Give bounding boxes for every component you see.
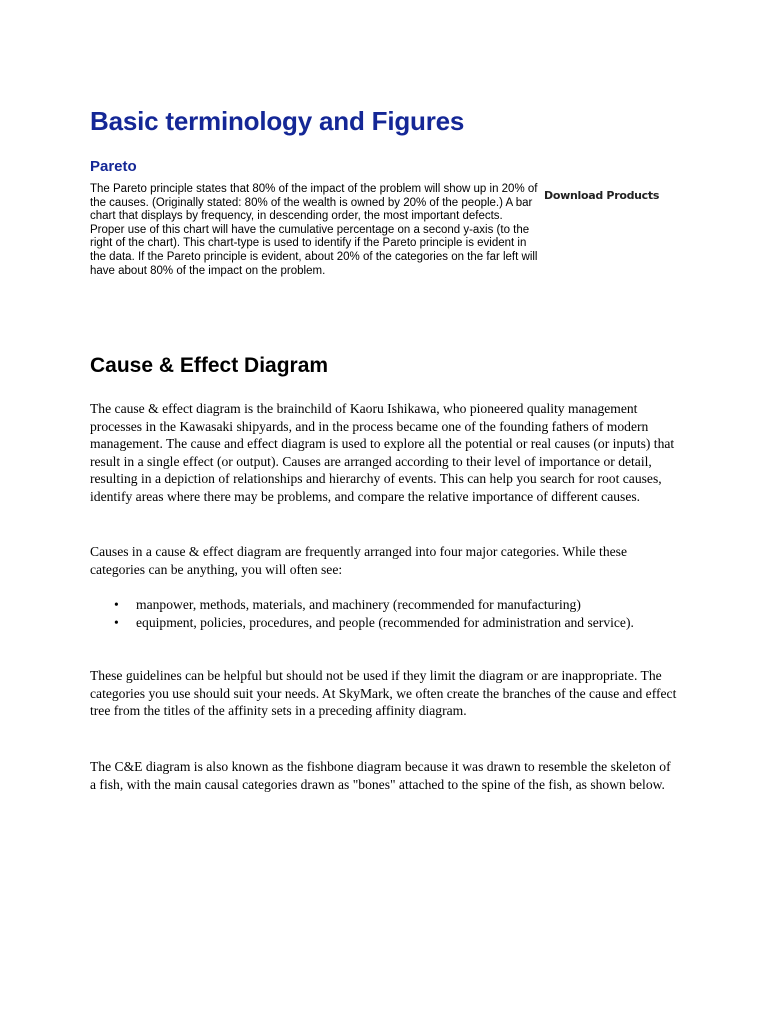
- pareto-heading: Pareto: [90, 158, 137, 175]
- cause-effect-paragraph-3: These guidelines can be helpful but should not be used if they limit the diagram or are inappropriate. The categories you use should suit your needs. At SkyMark, we often create the branches of the cause and effect tree from the titles of the affinity sets in a preceding affinity diagram.: [90, 668, 677, 719]
- cause-effect-paragraph-4: The C&E diagram is also known as the fishbone diagram because it was drawn to resemble the skeleton of a fish, with the main causal categories drawn as "bones" attached to the spine of the fish, as shown below.: [90, 759, 671, 792]
- pareto-paragraph: The Pareto principle states that 80% of the impact of the problem will show up in 20% of the causes. (Originally stated: 80% of the wealth is owned by 20% of the people.) A bar chart that displays by frequency, in descending order, the most important defects. Proper use of this chart will have the cumulative percentage on a second y-axis (to the right of the chart). This chart-type is used to identify if the Pareto principle is evident in the data. If the Pareto principle is evident, about 20% of the categories on the far left will have about 80% of the impact on the problem.: [90, 183, 538, 277]
- bullet-icon: •: [114, 597, 119, 612]
- cause-effect-paragraph-2: Causes in a cause & effect diagram are frequently arranged into four major categories. While these categories can be anything, you will often see:: [90, 544, 627, 577]
- category-bullet-list: [90, 596, 680, 631]
- cause-effect-paragraph-1: The cause & effect diagram is the brainchild of Kaoru Ishikawa, who pioneered quality management processes in the Kawasaki shipyards, and in the process became one of the founding fathers of modern management. The cause and effect diagram is used to explore all the potential or real causes (or inputs) that result in a single effect (or output). Causes are arranged according to their level of importance or detail, resulting in a depiction of relationships and hierarchy of events. This can help you search for root causes, identify areas where there may be problems, and compare the relative importance of different causes.: [90, 401, 675, 504]
- list-item-text: manpower, methods, materials, and machinery (recommended for manufacturing): [136, 597, 581, 612]
- cause-effect-heading: Cause & Effect Diagram: [90, 354, 329, 377]
- list-item-text: equipment, policies, procedures, and people (recommended for administration and service).: [136, 614, 634, 630]
- list-item: [90, 596, 680, 614]
- list-item: [90, 614, 680, 632]
- download-products-link[interactable]: Download Products: [544, 189, 660, 202]
- page-title: Basic terminology and Figures: [90, 106, 465, 136]
- bullet-icon: •: [114, 614, 119, 630]
